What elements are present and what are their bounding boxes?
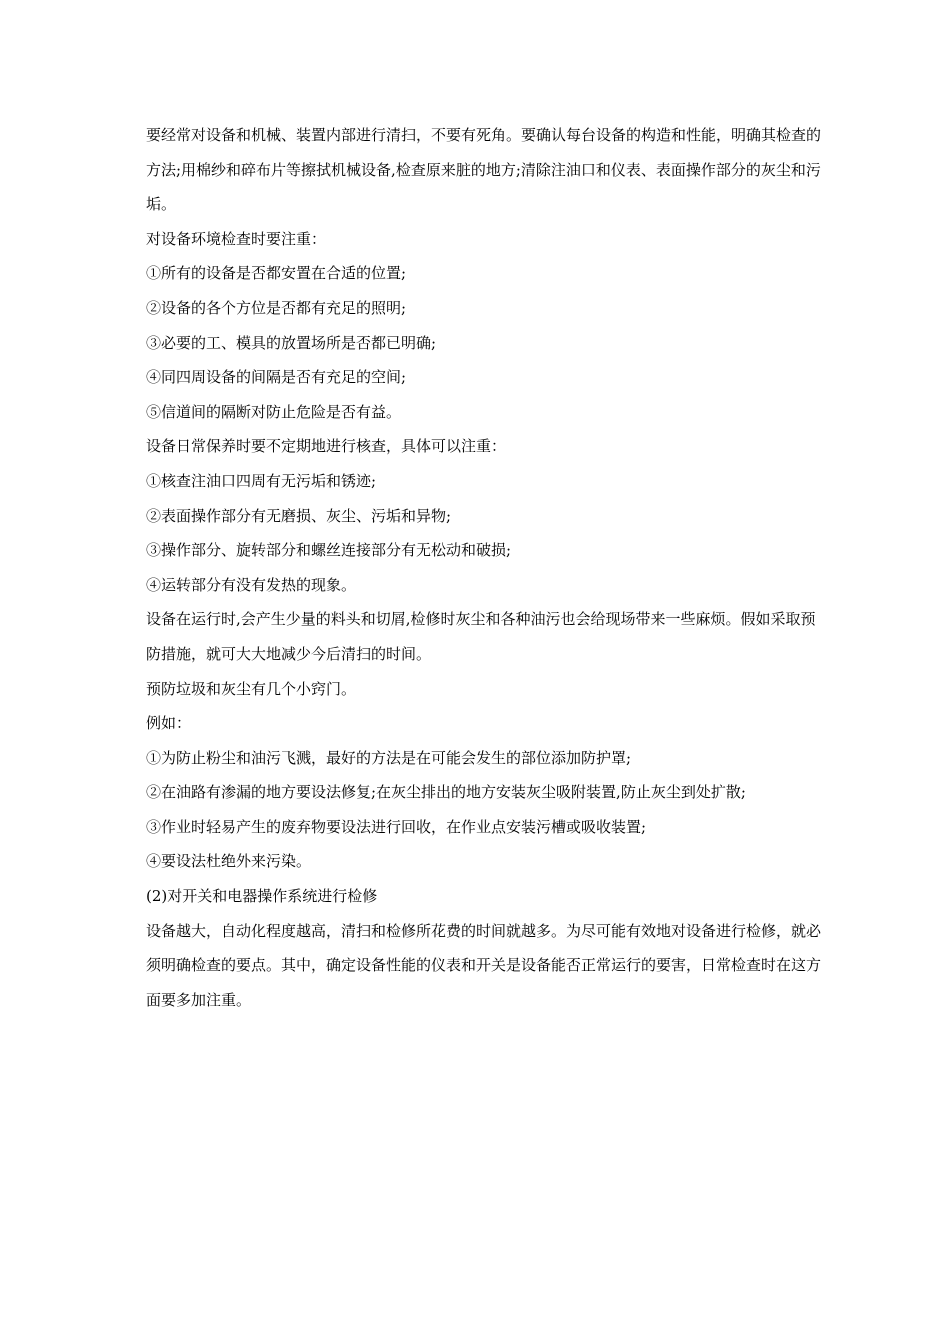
- list-item: ①为防止粉尘和油污飞溅，最好的方法是在可能会发生的部位添加防护罩;: [146, 748, 632, 767]
- list-item: ④运转部分有没有发热的现象。: [146, 575, 357, 594]
- paragraph-operation-debris: 设备在运行时,会产生少量的料头和切屑,检修时灰尘和各种油污也会给现场带来一些麻烦。假如采取预防措施，就可大大地减少今后清扫的时间。: [146, 610, 816, 663]
- paragraph-environment-heading: 对设备环境检查时要注重：: [146, 229, 327, 248]
- paragraph-prevention-tips: 预防垃圾和灰尘有几个小窍门。: [146, 679, 357, 698]
- list-item: ⑤信道间的隔断对防止危险是否有益。: [146, 402, 402, 421]
- list-item: ④要设法杜绝外来污染。: [146, 852, 312, 871]
- paragraph-maintenance-heading: 设备日常保养时要不定期地进行核查，具体可以注重：: [146, 437, 507, 456]
- list-item: ③必要的工、模具的放置场所是否都已明确;: [146, 333, 437, 352]
- list-item: ②表面操作部分有无磨损、灰尘、污垢和异物;: [146, 506, 452, 525]
- list-item: ③作业时轻易产生的废弃物要设法进行回收，在作业点安装污槽或吸收装置;: [146, 817, 647, 836]
- paragraph-cleaning-intro: 要经常对设备和机械、装置内部进行清扫，不要有死角。要确认每台设备的构造和性能，明确其检查的方法;用棉纱和碎布片等擦拭机械设备,检查原来脏的地方;清除注油口和仪表、表面操作部分的灰尘和污垢。: [146, 126, 822, 214]
- list-item: ①核查注油口四周有无污垢和锈迹;: [146, 471, 377, 490]
- paragraph-example-label: 例如：: [146, 714, 192, 733]
- section-heading: (2)对开关和电器操作系统进行检修: [146, 887, 378, 906]
- list-item: ②在油路有渗漏的地方要设法修复;在灰尘排出的地方安装灰尘吸附装置,防止灰尘到处扩散;: [146, 783, 746, 802]
- document-page: [146, 118, 822, 1017]
- list-item: ①所有的设备是否都安置在合适的位置;: [146, 264, 407, 283]
- list-item: ③操作部分、旋转部分和螺丝连接部分有无松动和破损;: [146, 541, 512, 560]
- paragraph-switch-inspection: 设备越大，自动化程度越高，清扫和检修所花费的时间就越多。为尽可能有效地对设备进行检修，就必须明确检查的要点。其中，确定设备性能的仪表和开关是设备能否正常运行的要害，日常检查时在这方面要多加注重。: [146, 921, 822, 1009]
- list-item: ④同四周设备的间隔是否有充足的空间;: [146, 368, 407, 387]
- list-item: ②设备的各个方位是否都有充足的照明;: [146, 298, 407, 317]
